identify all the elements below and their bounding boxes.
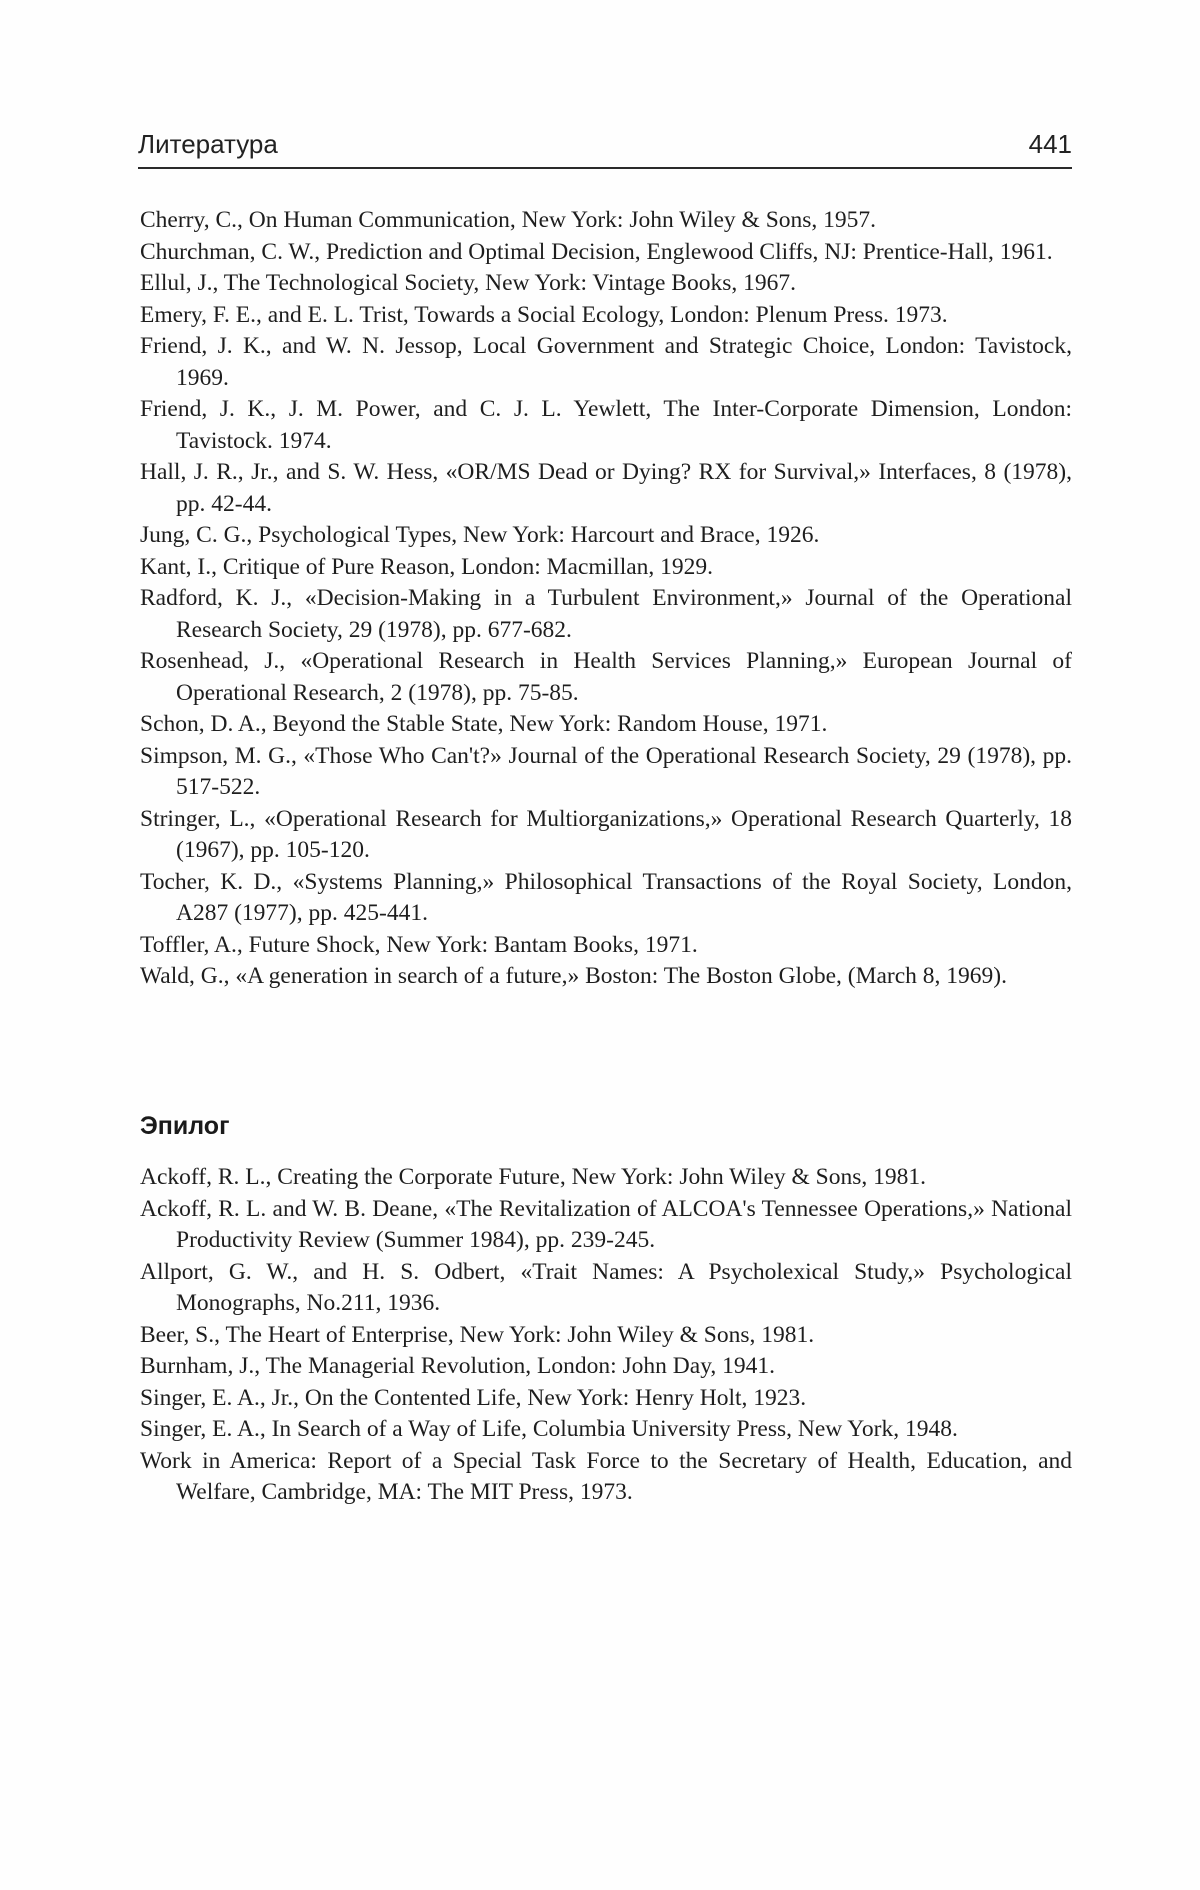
reference-entry: Hall, J. R., Jr., and S. W. Hess, «OR/MS Dead or Dying? RX for Survival,» Interfaces, 8 (1978), pp. 42-44.: [140, 459, 1072, 517]
reference-entry: Singer, E. A., Jr., On the Contented Life, New York: Henry Holt, 1923.: [140, 1384, 807, 1411]
reference-entry: Ackoff, R. L., Creating the Corporate Future, New York: John Wiley & Sons, 1981.: [140, 1164, 927, 1190]
epilogue-heading: Эпилог: [140, 1112, 230, 1140]
reference-entry: Ellul, J., The Technological Society, New York: Vintage Books, 1967.: [140, 270, 796, 296]
reference-entry: Singer, E. A., In Search of a Way of Life, Columbia University Press, New York, 1948.: [140, 1416, 958, 1442]
epilogue-reference-list: [140, 1162, 1072, 1509]
section-title: Литература: [138, 129, 278, 159]
reference-entry: Beer, S., The Heart of Enterprise, New York: John Wiley & Sons, 1981.: [140, 1321, 815, 1348]
reference-entry: Friend, J. K., J. M. Power, and C. J. L. Yewlett, The Inter-Corporate Dimension, London: Tavistock. 1974.: [140, 396, 1072, 454]
reference-entry: Radford, K. J., «Decision-Making in a Turbulent Environment,» Journal of the Operational Research Society, 29 (1978), pp. 677-682.: [140, 585, 1072, 643]
reference-entry: Toffler, A., Future Shock, New York: Bantam Books, 1971.: [140, 931, 698, 958]
reference-entry: Schon, D. A., Beyond the Stable State, New York: Random House, 1971.: [140, 711, 828, 737]
running-header: [138, 127, 1072, 169]
page-number: 441: [1028, 129, 1072, 159]
reference-entry: Emery, F. E., and E. L. Trist, Towards a Social Ecology, London: Plenum Press. 1973.: [140, 301, 948, 328]
reference-entry: Kant, I., Critique of Pure Reason, London: Macmillan, 1929.: [140, 553, 714, 580]
literature-reference-list: [140, 205, 1072, 993]
reference-entry: Stringer, L., «Operational Research for Multiorganizations,» Operational Research Quarterly, 18 (1967), pp. 105-120.: [140, 805, 1072, 863]
reference-entry: Work in America: Report of a Special Task Force to the Secretary of Health, Education, and Welfare, Cambridge, MA: The MIT Press, 1973.: [140, 1447, 1072, 1505]
reference-entry: Simpson, M. G., «Those Who Can't?» Journal of the Operational Research Society, 29 (1978), pp. 517-522.: [140, 742, 1072, 800]
reference-entry: Ackoff, R. L. and W. B. Deane, «The Revitalization of ALCOA's Tennessee Operations,» National Productivity Review (Summer 1984), pp. 239-245.: [140, 1195, 1072, 1253]
reference-entry: Burnham, J., The Managerial Revolution, London: John Day, 1941.: [140, 1353, 776, 1379]
reference-entry: Tocher, K. D., «Systems Planning,» Philosophical Transactions of the Royal Society, London, A287 (1977), pp. 425-441.: [140, 868, 1072, 926]
reference-entry: Rosenhead, J., «Operational Research in Health Services Planning,» European Journal of Operational Research, 2 (1978), pp. 75-85.: [140, 648, 1072, 706]
reference-entry: Churchman, C. W., Prediction and Optimal Decision, Englewood Cliffs, NJ: Prentice-Hall, 1961.: [140, 238, 1053, 265]
reference-entry: Allport, G. W., and H. S. Odbert, «Trait Names: A Psycholexical Study,» Psychological Monographs, No.211, 1936.: [140, 1258, 1072, 1316]
reference-entry: Jung, C. G., Psychological Types, New York: Harcourt and Brace, 1926.: [140, 522, 820, 548]
reference-entry: Friend, J. K., and W. N. Jessop, Local Government and Strategic Choice, London: Tavistock, 1969.: [140, 333, 1072, 391]
reference-entry: Cherry, C., On Human Communication, New York: John Wiley & Sons, 1957.: [140, 207, 877, 233]
reference-entry: Wald, G., «A generation in search of a future,» Boston: The Boston Globe, (March 8, 1969).: [140, 963, 1007, 989]
